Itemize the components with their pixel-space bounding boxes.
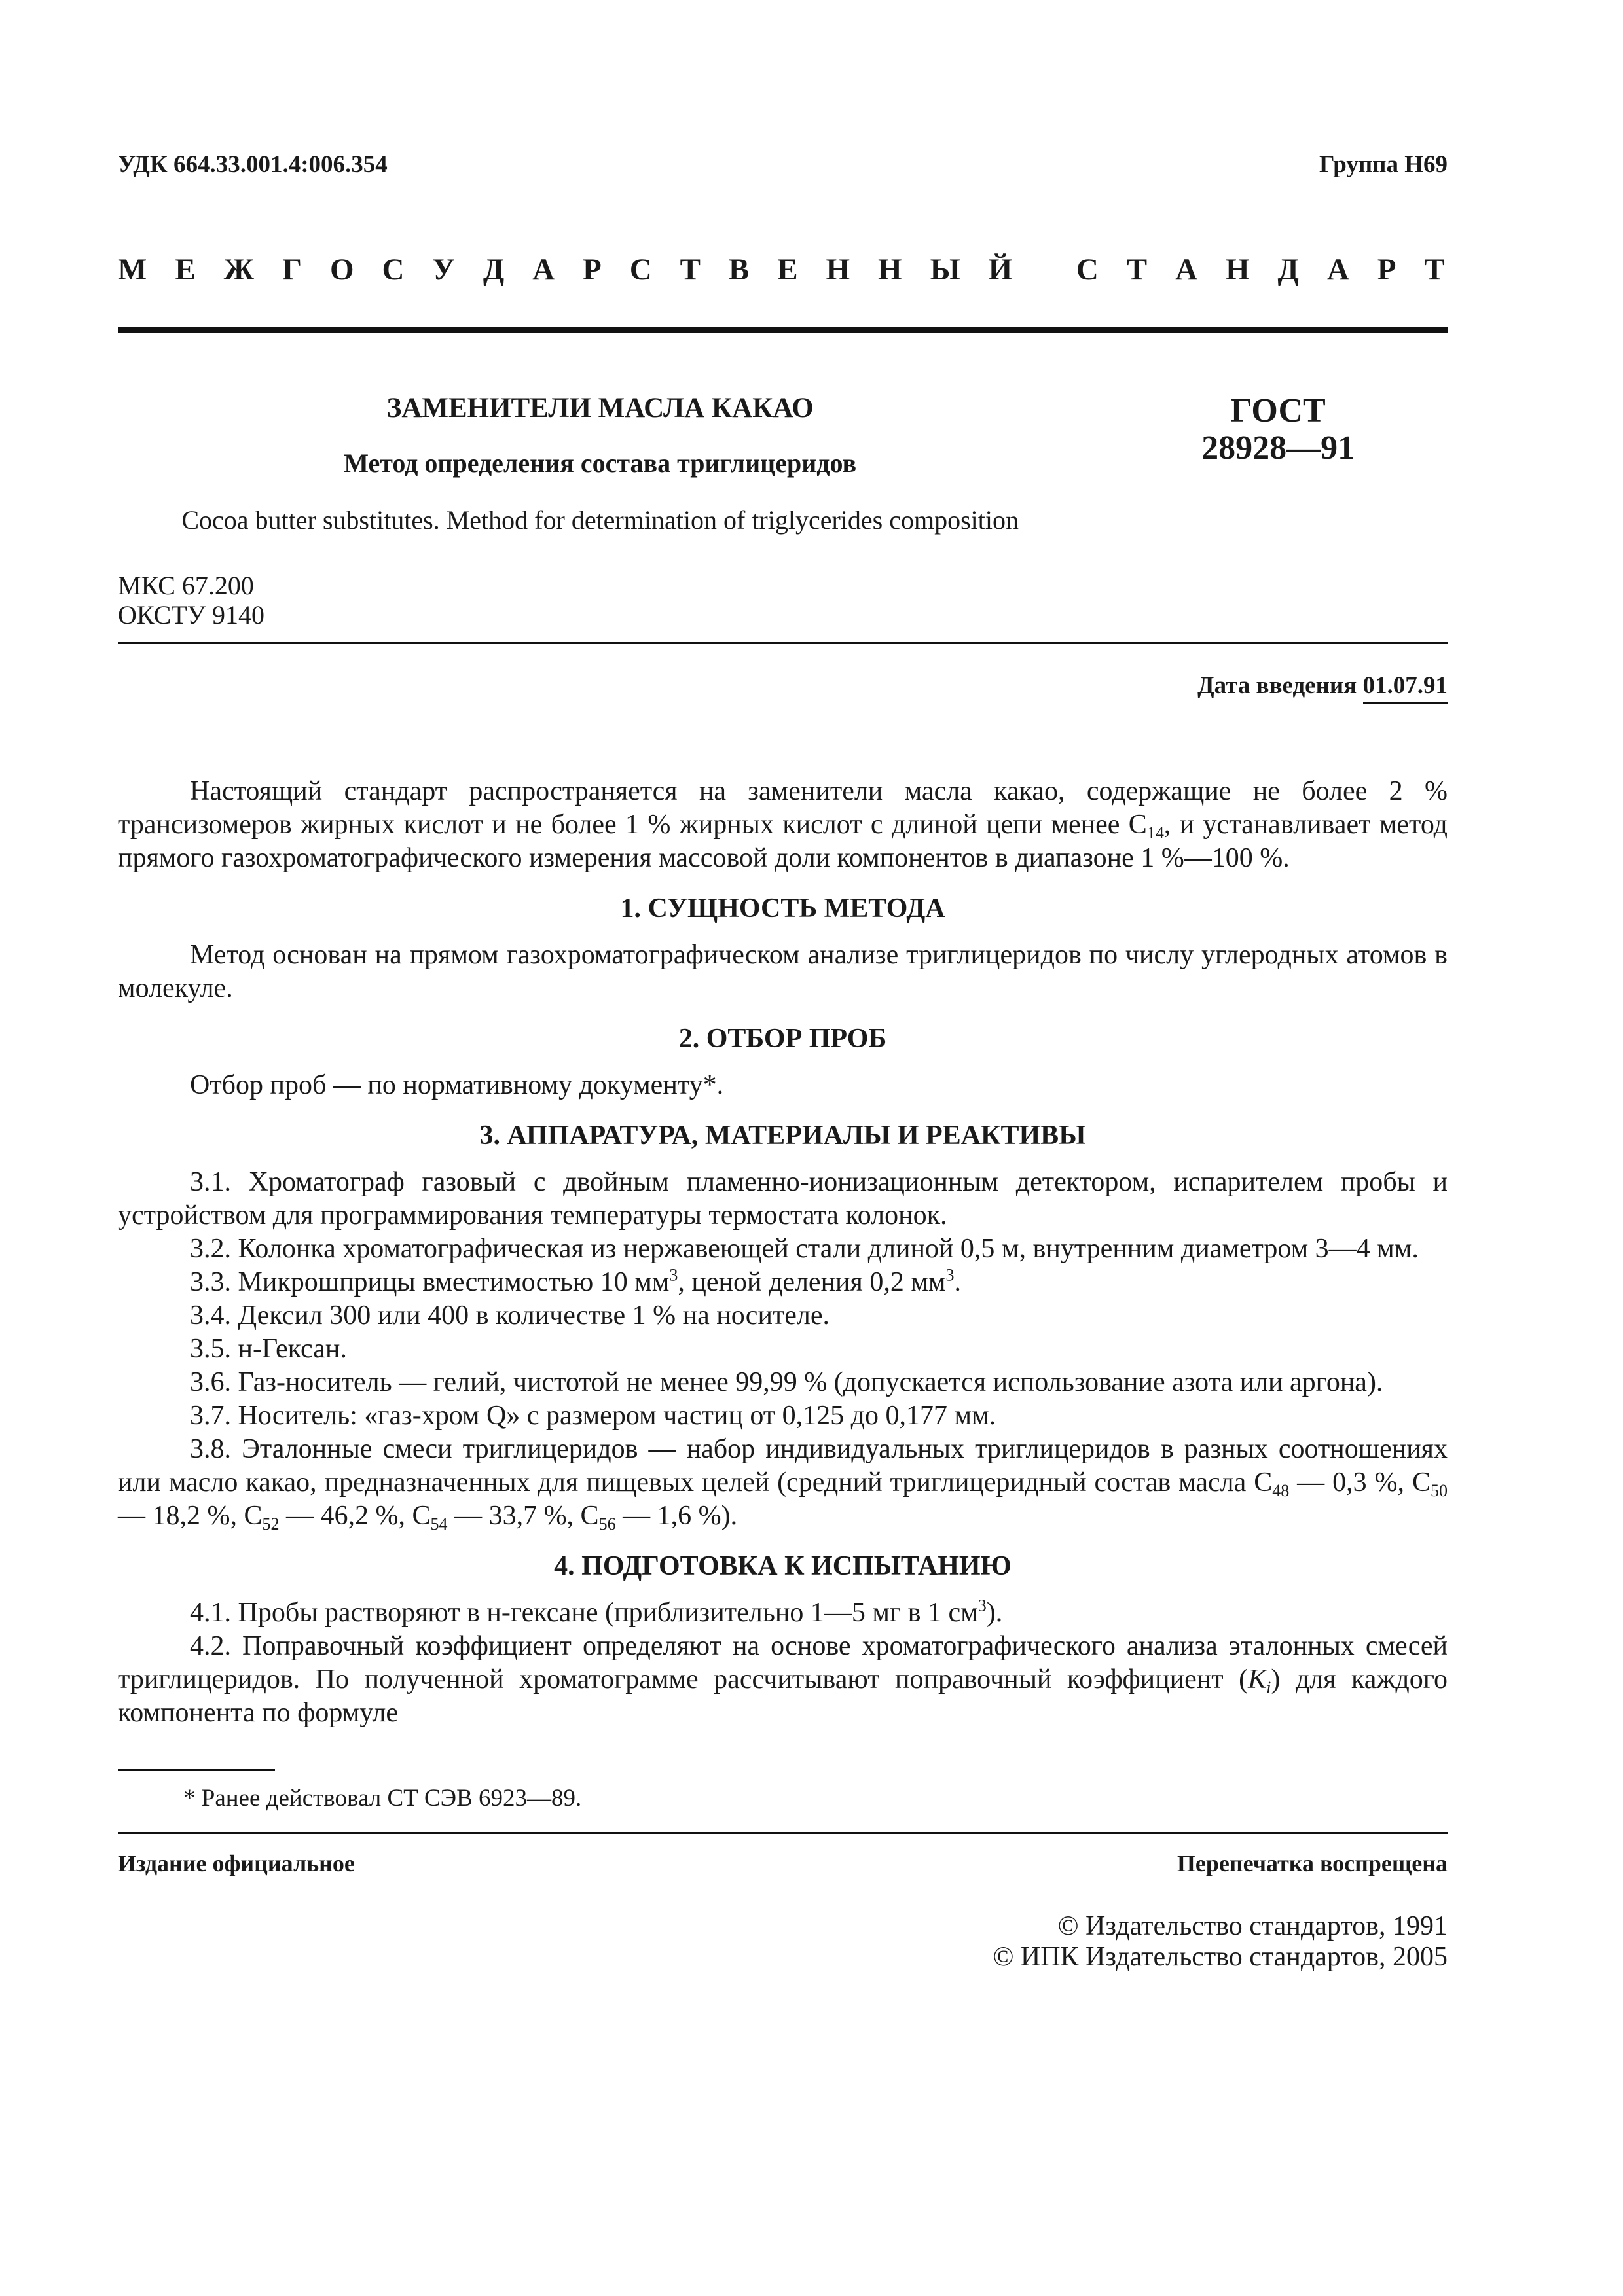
clause-3-7: 3.7. Носитель: «газ-хром Q» с размером частиц от 0,125 до 0,177 мм. [190, 1400, 996, 1431]
reprint-prohibited: Перепечатка воспрещена [1176, 1850, 1448, 1876]
banner-letter: С [1076, 253, 1099, 287]
banner-letter: Ы [930, 253, 960, 287]
copyright-1991: © Издательство стандартов, 1991 [1057, 1910, 1448, 1941]
clause-4-1: 4.1. Пробы растворяют в н-гексане (приблизительно 1—5 мг в 1 $см^3$). [190, 1596, 1003, 1628]
clause-3-3: 3.3. Микрошприцы вместимостью 10 $мм^3$, ценой деления 0,2 $мм^3$. [190, 1265, 962, 1297]
interstate-standard-banner [118, 252, 1448, 287]
clause-3-5: 3.5. н-Гексан. [190, 1333, 347, 1364]
gost-number: 28928—91 [1201, 429, 1355, 467]
banner-letter: М [118, 253, 147, 287]
clause-3-8: 3.8. Эталонные смеси триглицеридов — набор индивидуальных триглицеридов в разных соотношениях или масло какао, предназначенных для пищевых целей (средний триглицеридный состав масла $С_{48}$ — 0,3 %, $С_{50}$ — 18,2 %, $С_{52}$ — 46,2 %, $С_{54}$ — 33,7 %, $С_{56}$ — 1,6 %). [118, 1433, 1448, 1534]
footnote: * Ранее действовал СТ СЭВ 6923—89. [183, 1784, 582, 1812]
banner-letter: А [532, 253, 555, 287]
banner-letter: Е [175, 253, 196, 287]
english-title: Cocoa butter substitutes. Method for determination of triglycerides composition [181, 505, 1019, 535]
banner-letter: Д [1277, 253, 1299, 287]
bottom-divider [118, 1832, 1448, 1834]
paragraph: Отбор проб — по нормативному документу*. [190, 1069, 724, 1100]
titles [118, 392, 1082, 535]
mks-code: МКС 67.200 [118, 571, 254, 601]
date-label: Дата введения [1197, 672, 1357, 699]
official-edition: Издание официальное [118, 1850, 355, 1876]
banner-letter: Н [878, 253, 902, 287]
paragraph: Метод основан на прямом газохроматографическом анализе триглицеридов по числу углеродных атомов в молекуле. [118, 939, 1448, 1003]
section-heading: 2. ОТБОР ПРОБ [678, 1023, 887, 1054]
clause-3-6: 3.6. Газ-носитель — гелий, чистотой не менее 99,99 % (допускается использование азота или аргона). [190, 1367, 1383, 1397]
banner-letter: С [629, 253, 652, 287]
okstu-code: ОКСТУ 9140 [118, 600, 265, 630]
section-heading: 1. СУЩНОСТЬ МЕТОДА [620, 893, 945, 924]
banner-letter: Т [680, 253, 701, 287]
clause-3-1: 3.1. Хроматограф газовый с двойным пламенно-ионизационным детектором, испарителем пробы и устройством для программирования температуры термостата колонок. [118, 1166, 1448, 1230]
banner-letter: Т [1424, 253, 1445, 287]
document-body [118, 775, 1448, 1730]
banner-letter: Й [988, 253, 1013, 287]
clause-3-2: 3.2. Колонка хроматографическая из нержавеющей стали длиной 0,5 м, внутренним диаметром 3—4 мм. [190, 1233, 1419, 1264]
udk-code: УДК 664.33.001.4:006.354 [118, 151, 388, 178]
gost-label: ГОСТ [1230, 392, 1326, 429]
banner-letter: Е [777, 253, 798, 287]
banner-letter: Т [1126, 253, 1148, 287]
banner-letter: Н [826, 253, 850, 287]
intro-paragraph: Настоящий стандарт распространяется на заменители масла какао, содержащие не более 2 % трансизомеров жирных кислот и не более 1 % жирных кислот с длиной цепи менее $С_{14}$, и устанавливает метод прямого газохроматографического измерения массовой доли компонентов в диапазоне 1 %—100 %. [118, 776, 1448, 873]
banner-letter: Н [1226, 253, 1250, 287]
gost-designation [1108, 392, 1448, 535]
banner-letter: А [1326, 253, 1349, 287]
banner-letter: Р [1377, 253, 1396, 287]
classification-codes [118, 571, 1448, 630]
copyright-block [118, 1911, 1448, 1973]
banner-letter: Ж [223, 253, 255, 287]
top-divider [118, 327, 1448, 333]
effective-date [118, 672, 1448, 700]
group-code: Группа Н69 [1319, 151, 1448, 178]
publication-row [118, 1850, 1448, 1877]
banner-letter: В [728, 253, 750, 287]
clause-4-2: 4.2. Поправочный коэффициент определяют на основе хроматографического анализа эталонных смесей триглицеридов. По полученной хроматограмме рассчитывают поправочный коэффициент $(K_i)$ для каждого компонента по формуле [118, 1630, 1448, 1728]
banner-letter [1040, 252, 1048, 287]
banner-letter: Р [583, 253, 602, 287]
subtitle: Метод определения состава триглицеридов [344, 448, 857, 478]
date-value: 01.07.91 [1363, 672, 1448, 704]
banner-letter: Д [483, 253, 505, 287]
section-heading: 3. АППАРАТУРА, МАТЕРИАЛЫ И РЕАКТИВЫ [479, 1120, 1086, 1151]
clause-3-4: 3.4. Дексил 300 или 400 в количестве 1 % на носителе. [190, 1300, 830, 1331]
main-title: ЗАМЕНИТЕЛИ МАСЛА КАКАО [386, 393, 814, 423]
codes-divider [118, 642, 1448, 644]
banner-letter: О [329, 253, 354, 287]
banner-letter: У [432, 253, 455, 287]
header-row [118, 151, 1448, 179]
section-heading: 4. ПОДГОТОВКА К ИСПЫТАНИЮ [554, 1551, 1012, 1581]
banner-letter: С [382, 253, 405, 287]
title-block [118, 392, 1448, 535]
footnote-divider [118, 1769, 275, 1771]
banner-letter: А [1175, 253, 1198, 287]
banner-letter: Г [282, 253, 302, 287]
copyright-2005: © ИПК Издательство стандартов, 2005 [993, 1941, 1448, 1972]
